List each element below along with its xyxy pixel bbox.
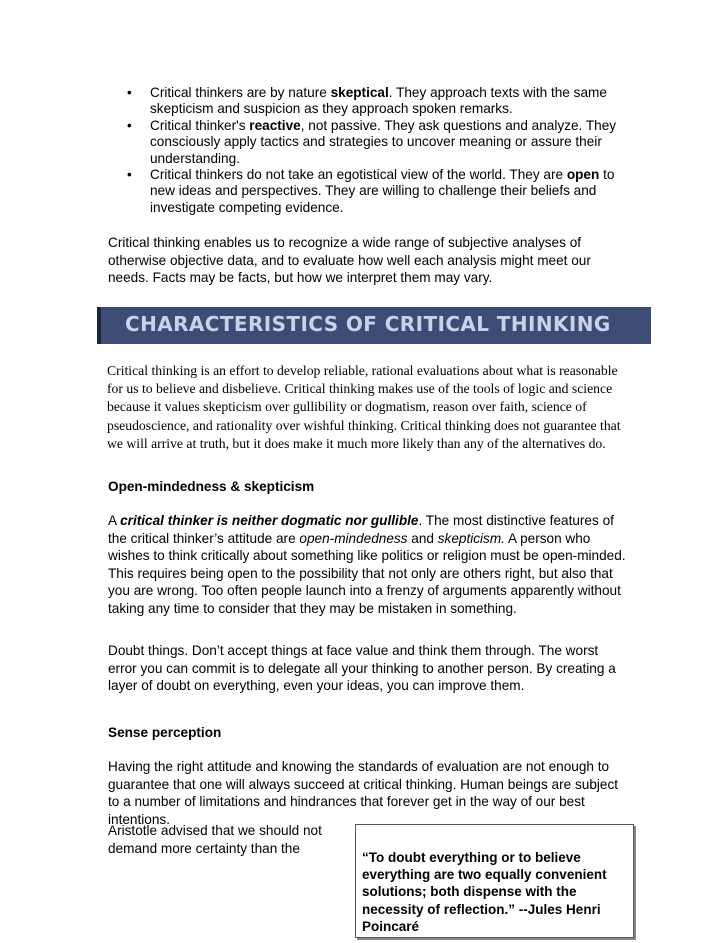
poincare-quote: “To doubt everything or to believe everything are two equally convenient solutions; both dispense with the necessity of reflection.” --Jules Henri Poincaré [362,850,607,934]
italic-term: open-mindedness [299,530,408,546]
bullet-text: Critical thinker's [150,117,250,133]
bullet-text: , not passive. They ask questions and analyze. They consciously apply tactics and strategies to uncover meaning or assure their understanding. [150,117,617,166]
bullet-item-open [127,167,627,216]
bullet-keyword: open [566,167,600,183]
open-mindedness-heading: Open-mindedness & skepticism [108,479,315,494]
bullet-text: to new ideas and perspectives. They are willing to challenge their beliefs and investigate competing evidence. [150,167,615,215]
quote-box [355,824,634,938]
italic-term: skepticism. [437,530,505,546]
open-mindedness-paragraph [108,512,628,617]
bullet-dot-icon: • [127,85,132,100]
intro-paragraph: Critical thinking enables us to recognize a wide range of subjective analyses of otherwise objective data, and to evaluate how well each analysis might meet our needs. Facts may be facts, but how we interpret them may vary. [108,235,591,285]
sense-perception-heading: Sense perception [108,725,222,740]
emphasis-text: critical thinker is neither dogmatic nor gullible [120,513,419,528]
aristotle-line-1: Aristotle advised that we should not [108,823,322,838]
bullet-keyword: reactive [249,117,301,133]
section-banner [97,307,651,344]
trait-bullet-list [127,85,627,216]
sense-perception-paragraph: Having the right attitude and knowing the standards of evaluation are not enough to guarantee that one will always succeed at critical thinking. Human beings are subject to a number of limitations and hindrances that forever get in the way of our best intentions. [108,759,619,827]
bullet-item-skeptical [127,85,627,118]
banner-title: CHARACTERISTICS OF CRITICAL THINKING [125,312,611,336]
bullet-dot-icon: • [127,167,132,183]
bullet-keyword: skeptical [330,85,389,100]
bullet-text: . They approach texts with the same skepticism and suspicion as they approach spoken remarks. [150,85,607,117]
bullet-text: Critical thinkers do not take an egotistical view of the world. They are [150,167,567,183]
para-text: A person who wishes to think critically about something like politics or religion must be open-minded. This requires being open to the possibility that not only are others right, but also that you are wrong. Too often people launch into a frenzy of arguments apparently without taking any time to consider that they may be mistaken in something. [108,530,626,616]
characteristics-paragraph: Critical thinking is an effort to develop reliable, rational evaluations about what is reasonable for us to believe and disbelieve. Critical thinking makes use of the tools of logic and science because it values skepticism over gullibility or dogmatism, reason over faith, science of pseudoscience, and rationality over wishful thinking. Critical thinking does not guarantee that we will arrive at truth, but it does make it much more likely than any of the alternatives do. [107,363,621,451]
doubt-paragraph: Doubt things. Don’t accept things at face value and think them through. The worst error you can commit is to delegate all your thinking to another person. By creating a layer of doubt on everything, even your ideas, you can improve them. [108,643,616,693]
bullet-item-reactive [127,118,627,167]
para-text: . The most distinctive features of the critical thinker’s attitude are [108,513,614,546]
para-text: and [407,530,438,546]
bullet-text: Critical thinkers are by nature [150,85,331,100]
aristotle-line-2: demand more certainty than the [108,841,300,856]
bullet-dot-icon: • [127,117,132,133]
para-text: A [108,513,121,528]
